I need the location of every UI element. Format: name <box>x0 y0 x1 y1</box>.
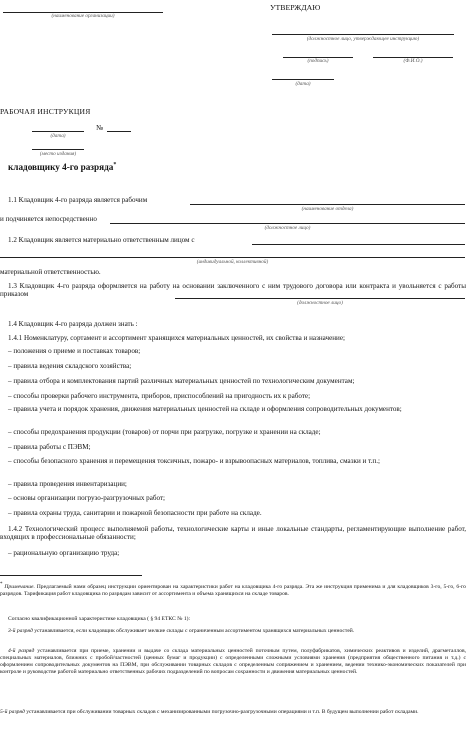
approve-date-caption: (дата) <box>295 81 311 87</box>
footnote-p3-text: устанавливается, если кладовщик обслуживает мелкие склады с ограниченным ассортиментом хранящихся материальных ценностей. <box>34 628 355 634</box>
approver-position-caption: (должностное лицо, утверждающее инструкцию) <box>306 36 420 42</box>
doc-date-caption: (дата) <box>50 133 66 139</box>
s1-1-manager-line[interactable] <box>110 223 465 224</box>
s1-4-1-text: 1.4.1 Номенклатуру, сортамент и ассортимент хранящихся материальных ценностей, их свойства и назначение; <box>8 334 345 342</box>
list-item: – правила учета и порядок хранения, движения материальных ценностей на складе и оформления сопроводительных документов; <box>8 405 402 413</box>
s1-3-dismiss-caption: (должностное лицо) <box>297 300 343 306</box>
list-item: – правила проведения инвентаризации; <box>8 480 127 488</box>
footnote-p1: Предлагаемый нами образец инструкции ориентирован на характеристики работ на кладовщика 4-го разряда. Эта же инструкция применима и для кладовщиков 3-го, 5-го, 6-го разрядов. Тарификация работ кладовщика по разрядам зависит от ассортимента и объема хранящихся на складе товаров. <box>0 583 466 597</box>
org-name-caption: (наименование организации) <box>51 13 115 19</box>
list-item: – способы предохранения продукции (товаров) от порчи при разгрузке, погрузке и хранении на складе; <box>8 428 321 436</box>
list-item: – правила работы с ПЭВМ; <box>8 443 91 451</box>
footnote-p4-label: 4-й разряд <box>8 648 35 654</box>
s1-1-department-line[interactable] <box>190 204 465 205</box>
list-item: – правила охраны труда, санитарии и пожарной безопасности при работе на складе. <box>8 509 262 517</box>
doc-number-sign: № <box>96 123 104 132</box>
doc-subtitle <box>8 162 116 173</box>
s1-2-responsibility-line[interactable] <box>252 244 465 245</box>
footnote-p5-label: 5-й разряд <box>0 709 25 715</box>
s1-3-text: 1.3 Кладовщик 4-го разряда оформляется на работу на основании заключенного с ним трудового договора или контракта и увольняется с работы приказом <box>0 282 466 299</box>
s1-2-responsibility-caption: (индивидуальной, коллективной) <box>196 259 269 265</box>
footnote-p3 <box>0 628 466 635</box>
footnote-p4-text: устанавливается при приеме, хранении и выдаче со склада материальных ценностей поточным путем, полуфабрикатов, химических реактивов и изделий, драгметаллов, специальных материалов, ближних с пробой/частностей (ценных бумаг и продукции) с определенными сложными условиями хранения (предприятия общественного питания и т.д.) с оформлением сопроводительных документов на ПЭВМ, при обслуживании товарных складов с определенным сопряжением и хранением, ведении технико-экономических показателей при контроле и руководстве работой материально ответственных рабочих подразделений по вопросам сохранности и движения материальных ценностей. <box>0 648 466 675</box>
approve-title: УТВЕРЖДАЮ <box>270 3 321 12</box>
doc-place-caption: (место издания) <box>39 151 77 157</box>
s1-2-text2: материальной ответственностью. <box>0 268 101 276</box>
footnote-ref-mark: * <box>113 162 117 168</box>
s1-1-text2: и подчиняется непосредственно <box>0 215 97 223</box>
footnote-label: Примечание. <box>4 583 35 590</box>
s1-1-department-caption: (наименование отдела) <box>301 206 354 212</box>
fio-caption: (Ф.И.О.) <box>403 58 423 64</box>
s1-2-text: 1.2 Кладовщик является материально ответственным лицом с <box>8 236 195 244</box>
s1-2-responsibility-line2[interactable] <box>0 257 465 258</box>
footnote-mark: * <box>0 582 3 587</box>
footnote-p5-text: устанавливается при обслуживании товарных складов с механизированными погрузочно-разгрузочными операциями и т.п. В будущем выполнении работ складами. <box>26 709 419 715</box>
approver-position-line[interactable] <box>272 34 454 35</box>
s1-3-dismiss-line[interactable] <box>175 298 465 299</box>
footnote-p4 <box>0 648 466 676</box>
list-item: – правила ведения складского хозяйства; <box>8 362 132 370</box>
list-item: – способы безопасного хранения и перемещения токсичных, пожаро- и взрывоопасных материалов, топлива, смазки и т.п.; <box>8 457 380 465</box>
signature-caption: (подпись) <box>307 58 329 64</box>
approve-date-line[interactable] <box>272 79 334 80</box>
footnote-note <box>0 582 466 598</box>
footnote-separator <box>0 575 142 576</box>
s1-4-2-item: – рациональную организацию труда; <box>8 549 120 557</box>
doc-place-line[interactable] <box>32 149 84 150</box>
list-item: – способы проверки рабочего инструмента, приборов, приспособлений на пригодность их к работе; <box>8 392 311 400</box>
s1-4-title: 1.4 Кладовщик 4-го разряда должен знать : <box>8 320 138 328</box>
list-item: – основы организации погрузо-разгрузочных работ; <box>8 494 166 502</box>
list-item: – правила отбора и комплектования партий различных материальных ценностей по технологическим документам; <box>8 377 355 385</box>
footnote-p5 <box>0 709 466 716</box>
s1-1-text: 1.1 Кладовщик 4-го разряда является рабочим <box>8 196 148 204</box>
footnote-p2: Согласно квалификационной характеристике кладовщика ( § 94 ЕТКС № 1): <box>8 616 191 622</box>
list-item: – положения о приеме и поставках товаров; <box>8 347 141 355</box>
s1-4-2-text: 1.4.2 Технологический процесс выполняемой работы, технологические карты и иные локальные стандарты, регламентирующие выполнение работ, входящих в профессиональные обязанности; <box>0 525 466 542</box>
footnote-p3-label: 3-й разряд <box>8 628 33 634</box>
doc-title: РАБОЧАЯ ИНСТРУКЦИЯ <box>0 107 91 116</box>
doc-date-line[interactable] <box>32 131 84 132</box>
doc-subtitle-text: кладовщику 4-го разряда <box>8 162 114 173</box>
s1-1-manager-caption: (должностное лицо) <box>264 225 311 231</box>
doc-number-line[interactable] <box>107 131 131 132</box>
